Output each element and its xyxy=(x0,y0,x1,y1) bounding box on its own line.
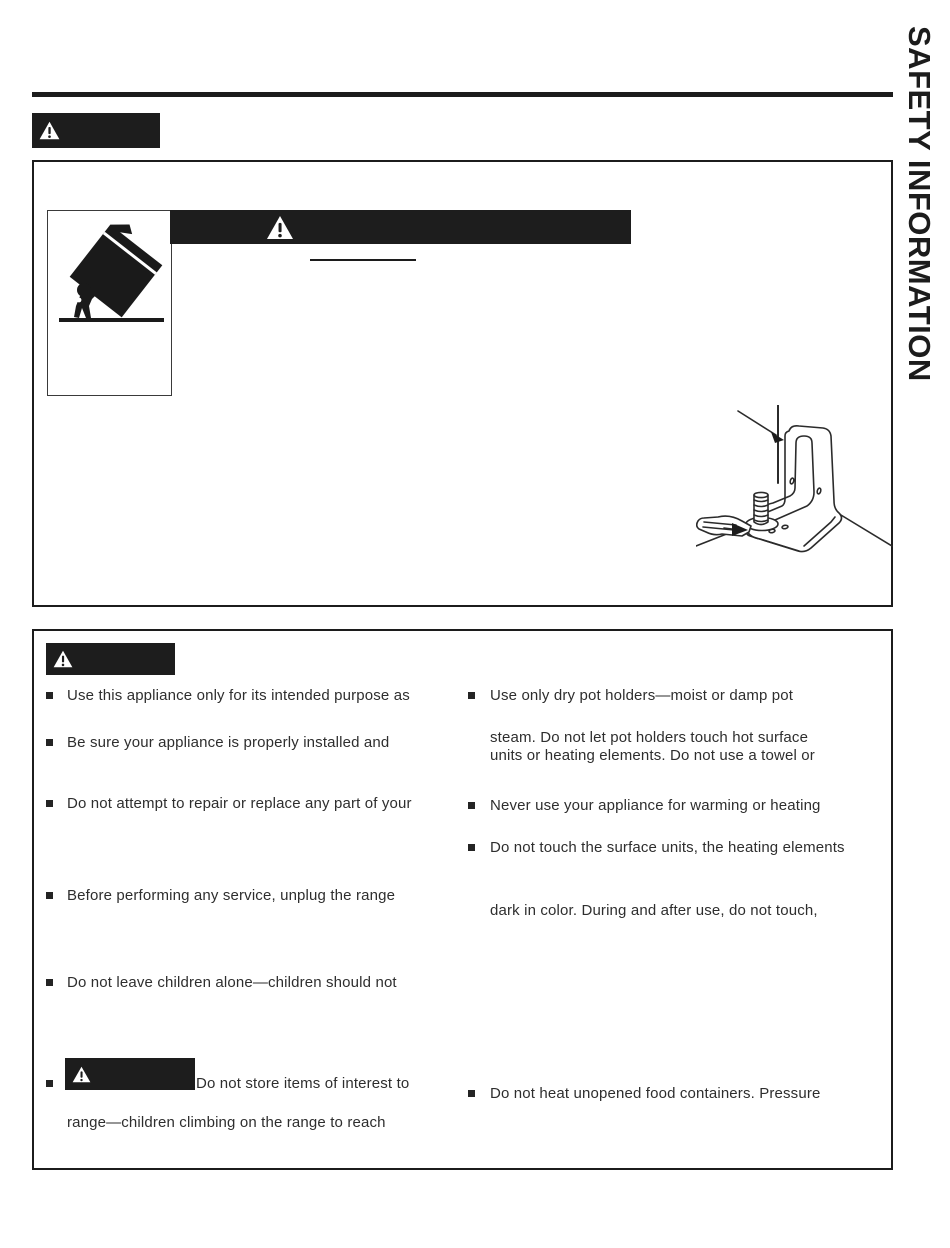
safety-item: Do not touch the surface units, the heating elements xyxy=(490,839,845,856)
safety-item: units or heating elements. Do not use a towel or xyxy=(490,747,815,764)
tip-over-pictogram-frame xyxy=(47,210,172,396)
bullet-square xyxy=(468,844,475,851)
bullet-square xyxy=(46,692,53,699)
safety-precautions-panel xyxy=(32,629,893,1170)
anti-tip-bracket-diagram xyxy=(696,405,896,570)
safety-item: Use this appliance only for its intended purpose as xyxy=(67,687,410,704)
bullet-square xyxy=(468,692,475,699)
top-rule xyxy=(32,92,893,97)
safety-item: Do not attempt to repair or replace any part of your xyxy=(67,795,412,812)
anti-tip-warning-panel xyxy=(32,160,893,607)
safety-item: Do not store items of interest to xyxy=(196,1075,410,1092)
safety-item: dark in color. During and after use, do not touch, xyxy=(490,902,818,919)
safety-item: Be sure your appliance is properly installed and xyxy=(67,734,390,751)
warning-banner xyxy=(170,210,631,244)
section-side-title: SAFETY INFORMATION xyxy=(902,26,937,382)
safety-item: steam. Do not let pot holders touch hot surface xyxy=(490,729,809,746)
bullet-square xyxy=(46,892,53,899)
warning-triangle-icon xyxy=(39,121,60,140)
bullet-square xyxy=(46,1080,53,1087)
safety-item: Before performing any service, unplug the range xyxy=(67,887,396,904)
tipping-range-pictogram xyxy=(48,211,171,395)
caution-label-box xyxy=(65,1058,195,1090)
bullet-square xyxy=(468,1090,475,1097)
bullet-square xyxy=(46,979,53,986)
anti-tip-bracket-figure xyxy=(696,405,896,570)
bullet-square xyxy=(46,800,53,807)
safety-item: range—children climbing on the range to reach xyxy=(67,1114,386,1131)
warning-triangle-icon xyxy=(53,650,73,668)
safety-item: Never use your appliance for warming or heating xyxy=(490,797,821,814)
safety-item: Do not leave children alone—children should not xyxy=(67,974,397,991)
safety-item: Use only dry pot holders—moist or damp pot xyxy=(490,687,794,704)
warning-label-box xyxy=(32,113,160,148)
hazard-heading-underline xyxy=(310,259,416,261)
warning-triangle-icon xyxy=(72,1066,91,1083)
bullet-square xyxy=(468,802,475,809)
warning-label-box xyxy=(46,643,175,675)
warning-triangle-icon xyxy=(266,215,294,240)
bullet-square xyxy=(46,739,53,746)
safety-item: Do not heat unopened food containers. Pressure xyxy=(490,1085,821,1102)
